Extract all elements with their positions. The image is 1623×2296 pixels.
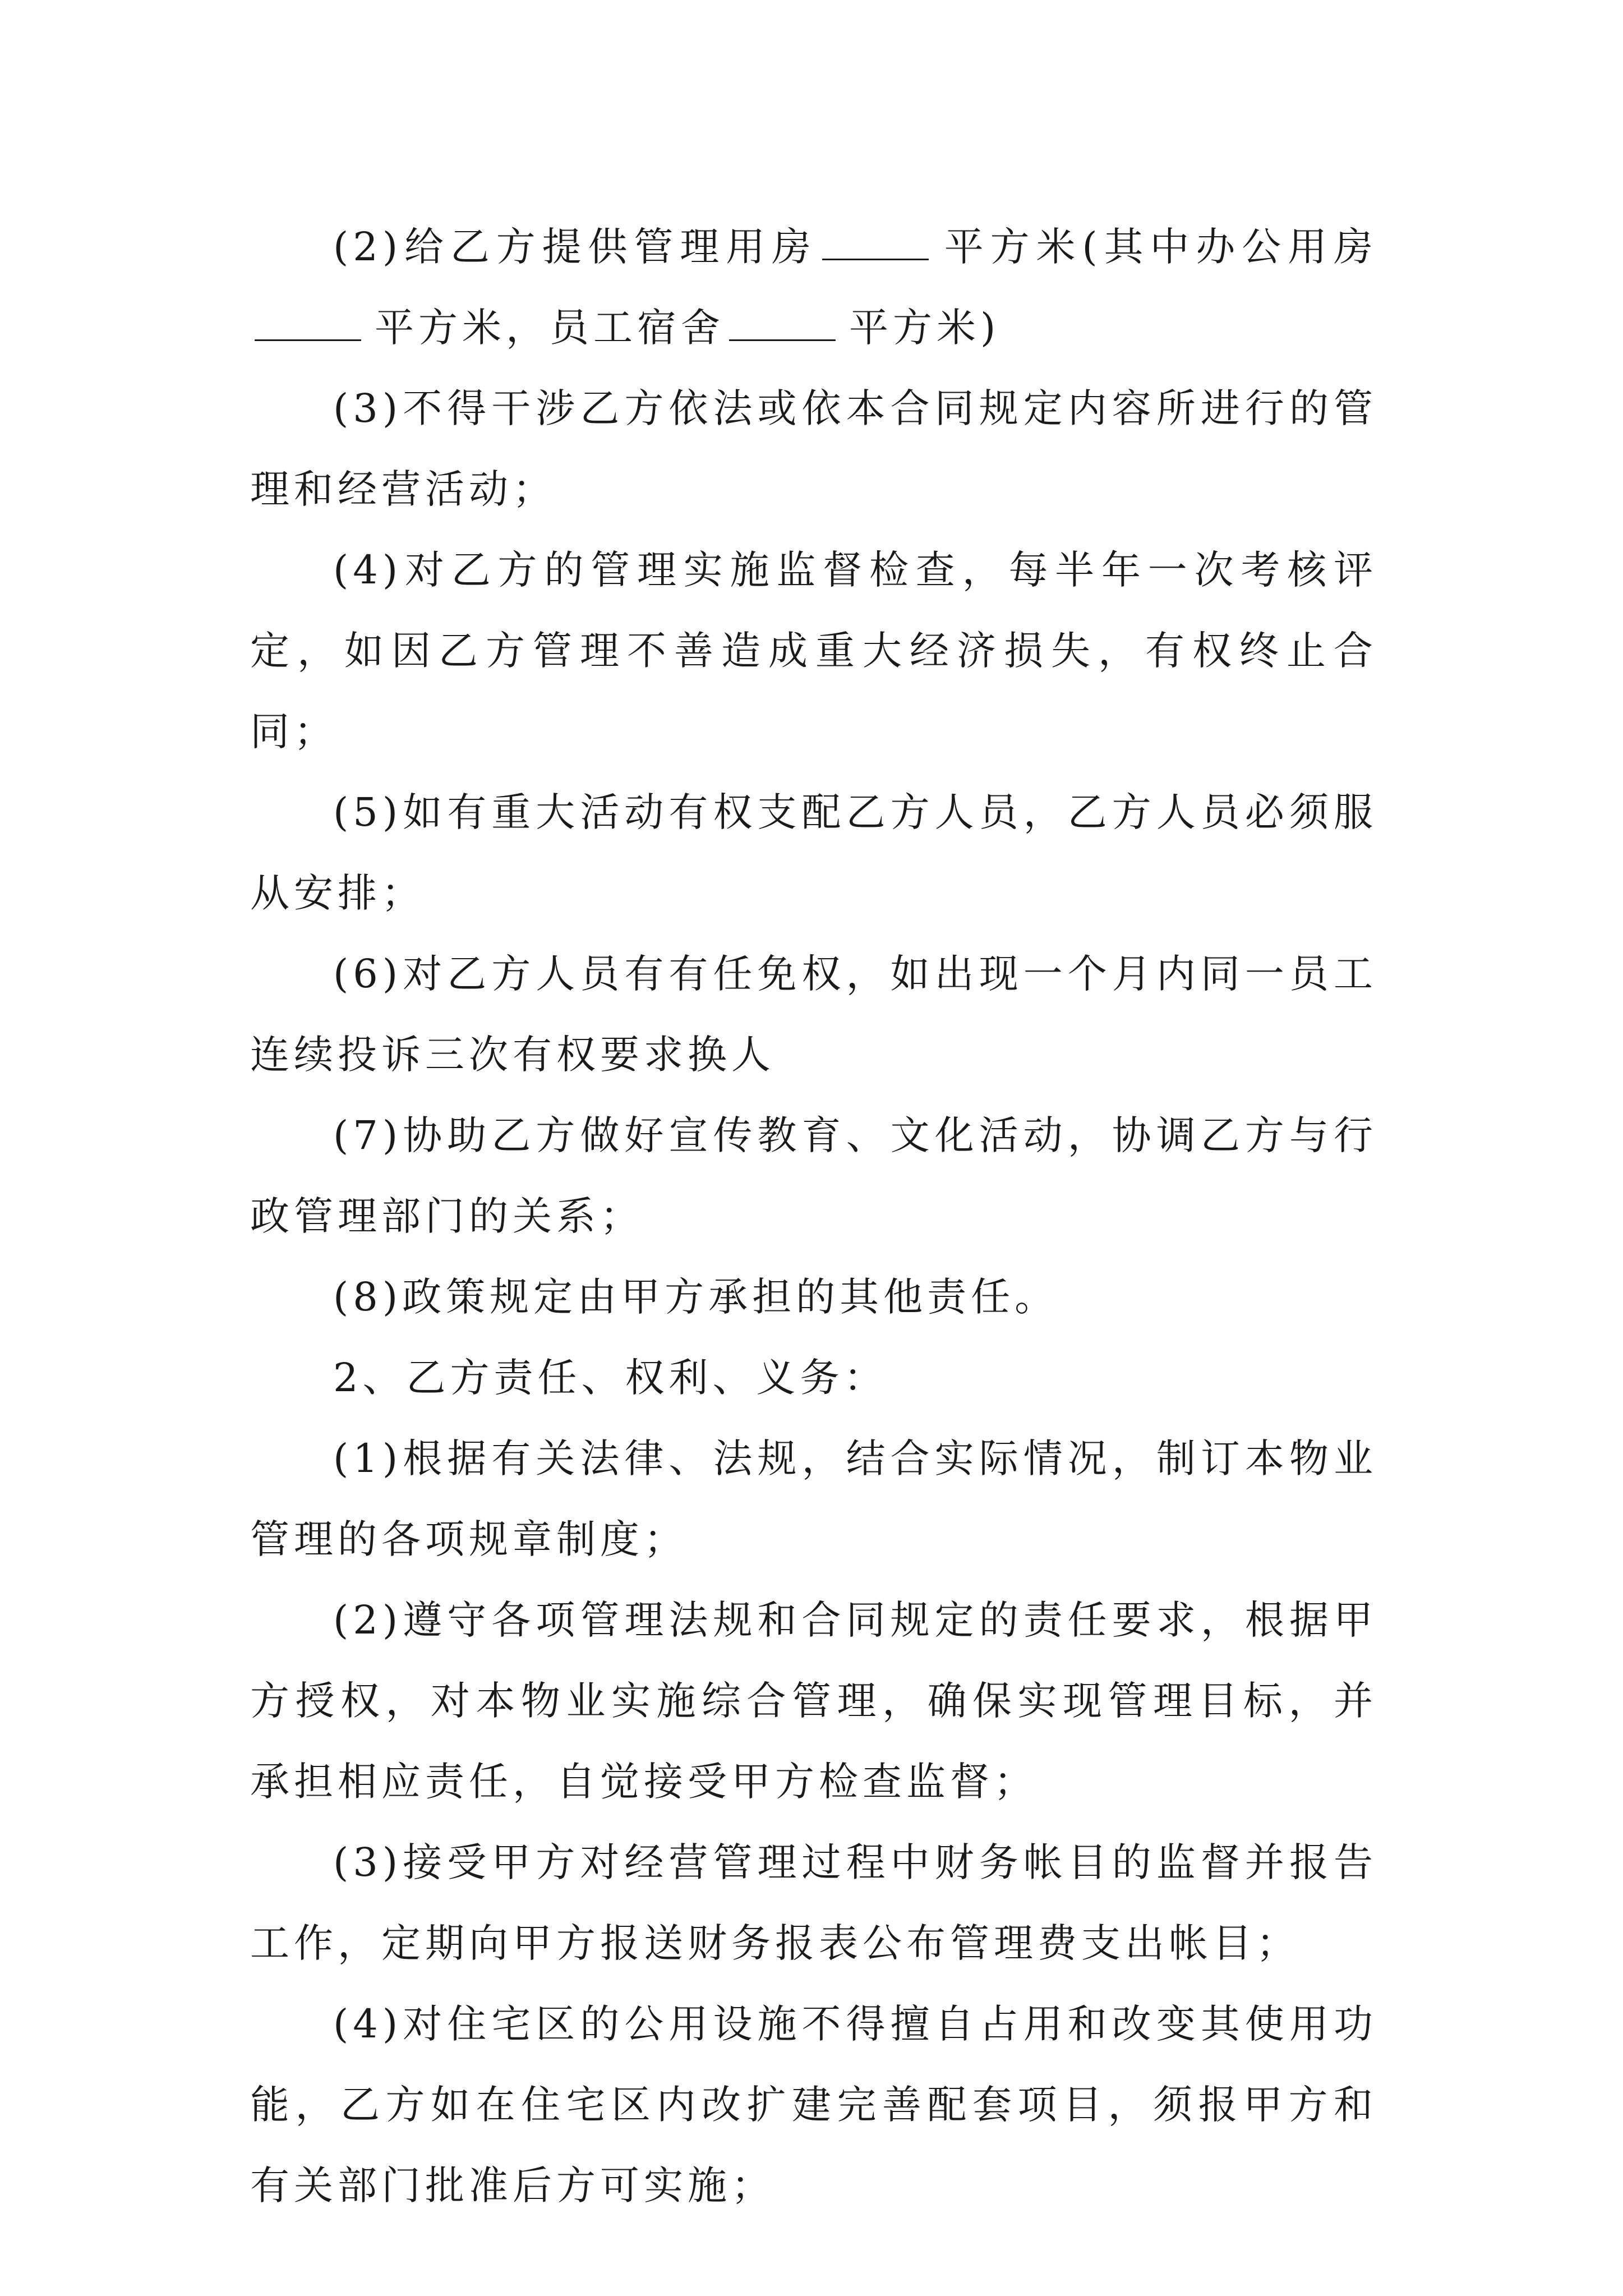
paragraph: (7)协助乙方做好宣传教育、文化活动，协调乙方与行政管理部门的关系； (250, 1112, 1377, 1239)
paragraph: (4)对住宅区的公用设施不得擅自占用和改变其使用功能，乙方如在住宅区内改扩建完善配套项目，须报甲方和有关部门批准后方可实施； (250, 2001, 1377, 2208)
document-body (250, 206, 1377, 2226)
fill-in-blank (729, 339, 836, 341)
text-segment: 平方米(其中办公用房 (942, 224, 1377, 270)
paragraph: (5)如有重大活动有权支配乙方人员，乙方人员必须服从安排； (250, 789, 1377, 916)
paragraph: (4)对乙方的管理实施监督检查，每半年一次考核评定，如因乙方管理不善造成重大经济损失，有权终止合同； (250, 547, 1377, 754)
text-segment: 平方米) (849, 305, 1000, 351)
section-heading: 2、乙方责任、权利、义务： (333, 1355, 888, 1401)
fill-in-blank (255, 339, 361, 341)
paragraph: (6)对乙方人员有有任免权，如出现一个月内同一员工连续投诉三次有权要求换人 (250, 951, 1377, 1078)
paragraph: (8)政策规定由甲方承担的其他责任。 (333, 1274, 1059, 1320)
text-segment: (2)给乙方提供管理用房 (333, 224, 818, 270)
fill-in-blank (822, 259, 929, 260)
paragraph: (2)遵守各项管理法规和合同规定的责任要求，根据甲方授权，对本物业实施综合管理，确保实现管理目标，并承担相应责任，自觉接受甲方检查监督； (250, 1597, 1377, 1805)
paragraph: (3)接受甲方对经营管理过程中财务帐目的监督并报告工作，定期向甲方报送财务报表公布管理费支出帐目； (250, 1839, 1377, 1966)
paragraph-office-space (250, 206, 1377, 368)
text-segment: 平方米，员工宿舍 (375, 305, 725, 351)
paragraph: (3)不得干涉乙方依法或依本合同规定内容所进行的管理和经营活动； (250, 385, 1377, 512)
paragraph: (1)根据有关法律、法规，结合实际情况，制订本物业管理的各项规章制度； (250, 1435, 1377, 1562)
